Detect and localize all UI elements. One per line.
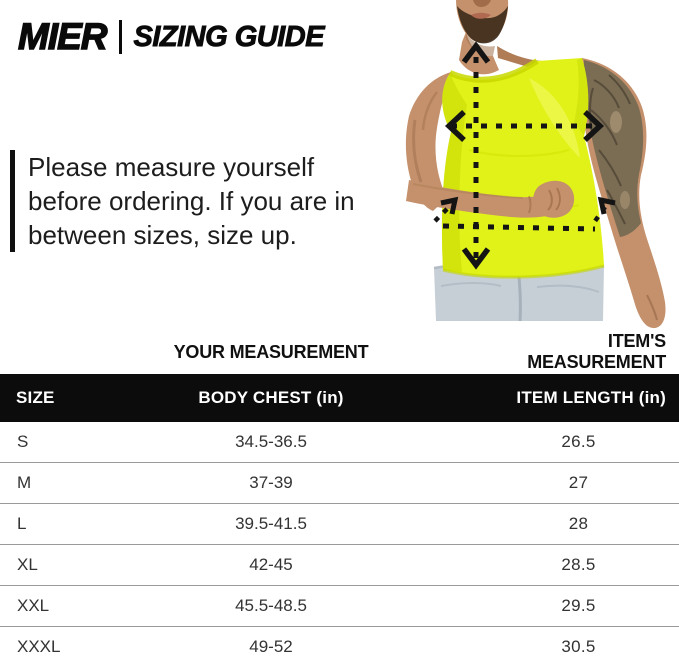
size-cell: M [17, 473, 32, 492]
size-cell: XXXL [17, 637, 61, 656]
tattoo-highlight [620, 191, 630, 209]
size-cell: S [17, 432, 29, 451]
items-measurement-header: ITEM'S MEASUREMENT [527, 331, 666, 372]
note-line: between sizes, size up. [28, 220, 297, 250]
table-row [0, 586, 679, 627]
length-cell: 28.5 [561, 555, 596, 574]
chest-cell: 45.5-48.5 [235, 596, 307, 615]
chest-cell: 42-45 [249, 555, 293, 574]
hand [533, 181, 574, 218]
size-cell: L [17, 514, 27, 533]
model-photo [379, 0, 679, 330]
table-row [0, 463, 679, 504]
table-row [0, 627, 679, 657]
length-cell: 27 [568, 473, 589, 492]
brand-header [18, 16, 324, 58]
chest-cell: 37-39 [249, 473, 293, 492]
size-cell: XXL [17, 596, 50, 615]
tank-top [442, 58, 604, 277]
column-header-size: SIZE [16, 388, 55, 407]
brand-divider [119, 20, 122, 54]
model-head [456, 0, 508, 43]
length-cell: 30.5 [561, 637, 596, 656]
chest-cell: 39.5-41.5 [235, 514, 307, 533]
chest-cell: 49-52 [249, 637, 293, 656]
measure-note [10, 150, 355, 252]
length-cell: 28 [568, 514, 589, 533]
model-illustration [379, 0, 679, 330]
table-header-row [0, 374, 679, 422]
column-header-item-length: ITEM LENGTH (in) [516, 388, 666, 407]
group-header-row [0, 330, 679, 374]
chest-cell: 34.5-36.5 [235, 432, 307, 451]
size-cell: XL [17, 555, 38, 574]
sizing-table-section [0, 330, 679, 657]
table-row [0, 422, 679, 463]
length-cell: 26.5 [561, 432, 596, 451]
column-header-body-chest: BODY CHEST (in) [198, 388, 344, 407]
brand-logo: MIER [18, 16, 107, 57]
table-row [0, 545, 679, 586]
your-measurement-header: YOUR MEASUREMENT [173, 341, 369, 362]
note-line: Please measure yourself [28, 152, 315, 182]
note-line: before ordering. If you are in [28, 186, 355, 216]
page-title: SIZING GUIDE [133, 20, 325, 53]
tattoo-highlight [610, 111, 622, 133]
table-row [0, 504, 679, 545]
length-cell: 29.5 [561, 596, 596, 615]
